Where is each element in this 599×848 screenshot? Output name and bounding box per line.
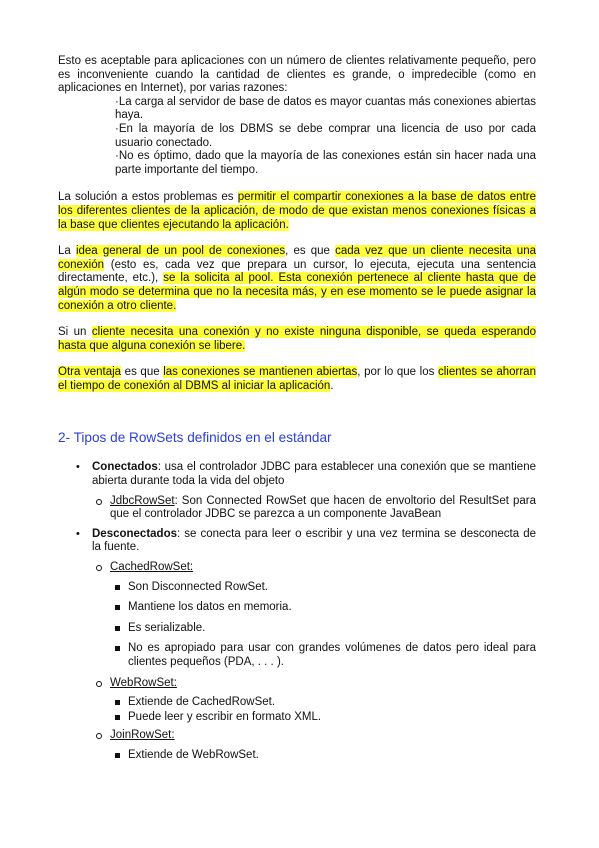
web-rowset-list	[110, 696, 536, 724]
connected-item	[92, 461, 536, 521]
advantage-highlight: las conexiones se mantienen abiertas	[163, 366, 358, 379]
disconnected-term: Desconectados	[92, 527, 178, 540]
connected-desc: : usa el controlador JDBC para establecer una conexión que se mantiene abierta durante toda la vida del objeto	[92, 461, 536, 488]
solution-text: La solución a estos problemas es	[58, 191, 238, 204]
advantage-text: es que	[121, 366, 164, 379]
advantage-highlight: clientes se ahorran el tiempo de conexión al DBMS al iniciar la aplicación	[58, 366, 536, 392]
list-item: Extiende de WebRowSet.	[128, 749, 536, 763]
jdbc-rowset-term: JdbcRowSet	[110, 494, 175, 507]
list-item: Puede leer y escribir en formato XML.	[128, 711, 536, 725]
section-heading: 2- Tipos de RowSets definidos en el estándar	[58, 430, 332, 446]
pool-highlight: idea general de un pool de conexiones	[75, 245, 286, 258]
disconnected-item	[92, 528, 536, 763]
pool-text: (esto es, cada vez que prepara un cursor, lo ejecuta, ejecuta una sentencia directamente, etc.),	[58, 258, 536, 285]
pool-paragraph	[58, 245, 536, 313]
intro-paragraph: Esto es aceptable para aplicaciones con un número de clientes relativamente pequeño, pero es inconveniente cuando la cantidad de clientes es grande, o impredecible (como en aplicaciones en Internet), por varias razones:	[58, 55, 536, 95]
web-rowset-item	[110, 677, 536, 725]
pool-text: La	[58, 245, 76, 258]
advantage-text: .	[330, 379, 334, 392]
connected-sublist	[92, 495, 536, 522]
advantage-paragraph	[58, 366, 536, 393]
pool-highlight: se la solicita al pool. Esta conexión pertenece al cliente hasta que de algún modo se determina que no la necesita más, y en ese momento se le puede asignar la conexión a otro cliente.	[58, 272, 537, 312]
pool-highlight: cada vez que un cliente necesita una conexión	[58, 245, 536, 271]
join-rowset-list	[110, 749, 536, 763]
document-page	[58, 55, 536, 769]
reasons-list	[115, 96, 536, 178]
solution-paragraph	[58, 191, 536, 232]
jdbc-rowset-desc: : Son Connected RowSet que hacen de envoltorio del ResultSet para que el controlador JDBC se parezca a un componente JavaBean	[110, 494, 536, 521]
list-item: Extiende de CachedRowSet.	[128, 696, 536, 710]
advantage-highlight: Otra ventaja	[58, 366, 122, 379]
reason-item: ·No es óptimo, dado que la mayoría de las conexiones están sin hacer nada una parte importante del tiempo.	[115, 150, 536, 176]
pool-text: , es que	[285, 245, 336, 258]
web-rowset-term: WebRowSet:	[110, 676, 177, 689]
join-rowset-term: JoinRowSet:	[110, 729, 175, 742]
wait-highlight: cliente necesita una conexión y no existe ninguna disponible, se queda esperando hasta que alguna conexión se libere.	[58, 326, 536, 352]
jdbc-rowset-item	[110, 495, 536, 522]
list-item: Mantiene los datos en memoria.	[128, 601, 536, 615]
connected-term: Conectados	[92, 461, 158, 474]
wait-text: Si un	[58, 326, 92, 339]
join-rowset-item	[110, 729, 536, 762]
cached-rowset-list	[110, 581, 536, 670]
list-item: No es apropiado para usar con grandes volúmenes de datos pero ideal para clientes pequeños (PDA, . . . ).	[128, 642, 536, 668]
wait-paragraph	[58, 326, 536, 353]
solution-highlight: permitir el compartir conexiones a la base de datos entre los diferentes clientes de la aplicación, de modo de que existan menos conexiones físicas a la base que clientes ejecutando la aplicación.	[58, 191, 536, 231]
rowset-types-list	[58, 461, 536, 762]
reason-item: ·En la mayoría de los DBMS se debe comprar una licencia de uso por cada usuario conectado.	[115, 122, 536, 149]
advantage-text: , por lo que los	[357, 366, 438, 379]
disconnected-sublist	[92, 561, 536, 763]
cached-rowset-item	[110, 561, 536, 670]
disconnected-desc: : se conecta para leer o escribir y una vez termina se desconecta de la fuente.	[92, 527, 536, 554]
list-item: Es serializable.	[128, 622, 536, 636]
cached-rowset-term: CachedRowSet:	[110, 561, 194, 574]
reason-item: ·La carga al servidor de base de datos es mayor cuantas más conexiones abiertas haya.	[115, 95, 536, 122]
list-item: Son Disconnected RowSet.	[128, 581, 536, 595]
